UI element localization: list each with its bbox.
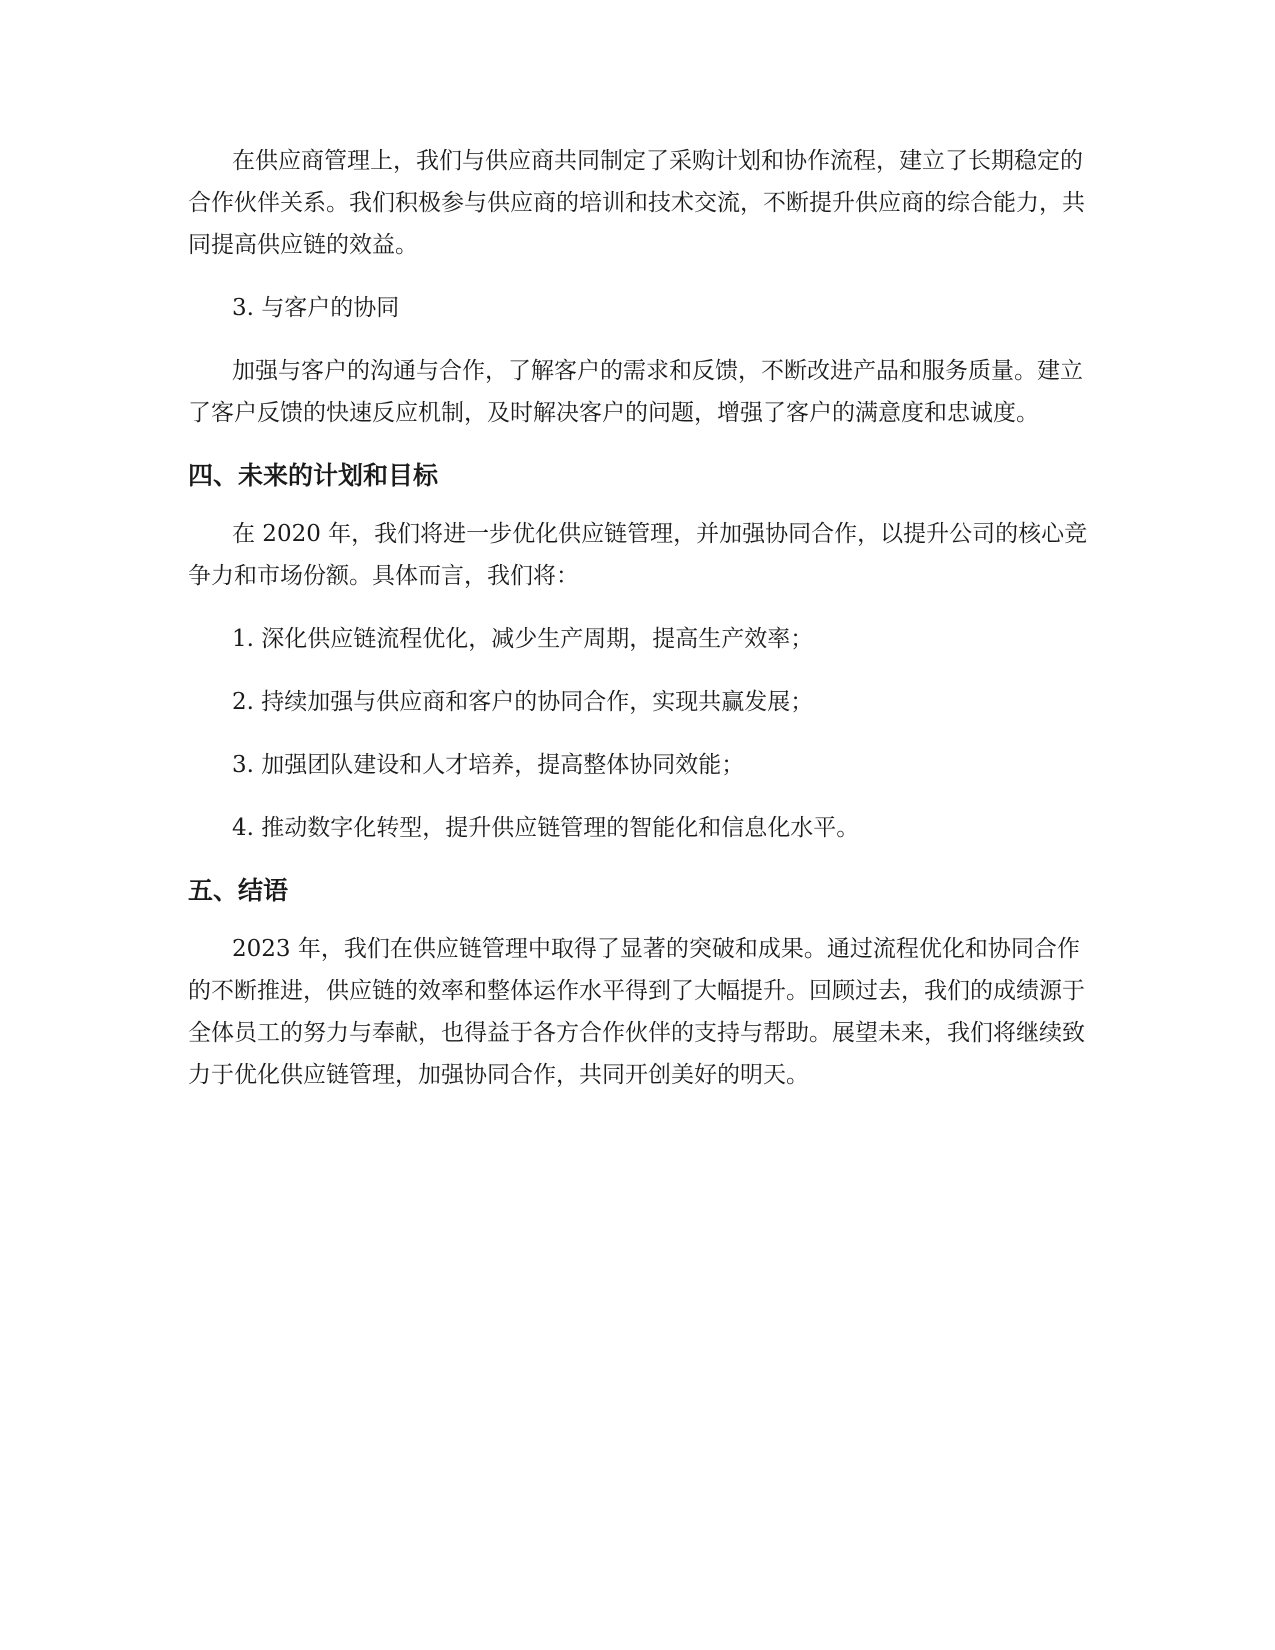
paragraph-future-intro: 在 2020 年，我们将进一步优化供应链管理，并加强协同合作，以提升公司的核心竞争力和市场份额。具体而言，我们将： bbox=[188, 521, 1088, 589]
document-page bbox=[188, 140, 1088, 1117]
paragraph-conclusion: 2023 年，我们在供应链管理中取得了显著的突破和成果。通过流程优化和协同合作的不断推进，供应链的效率和整体运作水平得到了大幅提升。回顾过去，我们的成绩源于全体员工的努力与奉献，也得益于各方合作伙伴的支持与帮助。展望未来，我们将继续致力于优化供应链管理，加强协同合作，共同开创美好的明天。 bbox=[188, 936, 1085, 1088]
list-item-plan-2: 2. 持续加强与供应商和客户的协同合作，实现共赢发展； bbox=[232, 689, 814, 715]
section-heading-conclusion: 五、结语 bbox=[188, 876, 289, 905]
list-item-plan-3: 3. 加强团队建设和人才培养，提高整体协同效能； bbox=[232, 752, 745, 778]
paragraph-supplier-management: 在供应商管理上，我们与供应商共同制定了采购计划和协作流程，建立了长期稳定的合作伙伴关系。我们积极参与供应商的培训和技术交流，不断提升供应商的综合能力，共同提高供应链的效益。 bbox=[188, 148, 1085, 258]
paragraph-customer-collaboration: 加强与客户的沟通与合作，了解客户的需求和反馈，不断改进产品和服务质量。建立了客户反馈的快速反应机制，及时解决客户的问题，增强了客户的满意度和忠诚度。 bbox=[188, 358, 1083, 426]
subheading-customer-collaboration: 3. 与客户的协同 bbox=[232, 295, 400, 321]
list-item-plan-4: 4. 推动数字化转型，提升供应链管理的智能化和信息化水平。 bbox=[232, 815, 860, 841]
list-item-plan-1: 1. 深化供应链流程优化，减少生产周期，提高生产效率； bbox=[232, 626, 814, 652]
section-heading-future-plans: 四、未来的计划和目标 bbox=[188, 461, 439, 490]
